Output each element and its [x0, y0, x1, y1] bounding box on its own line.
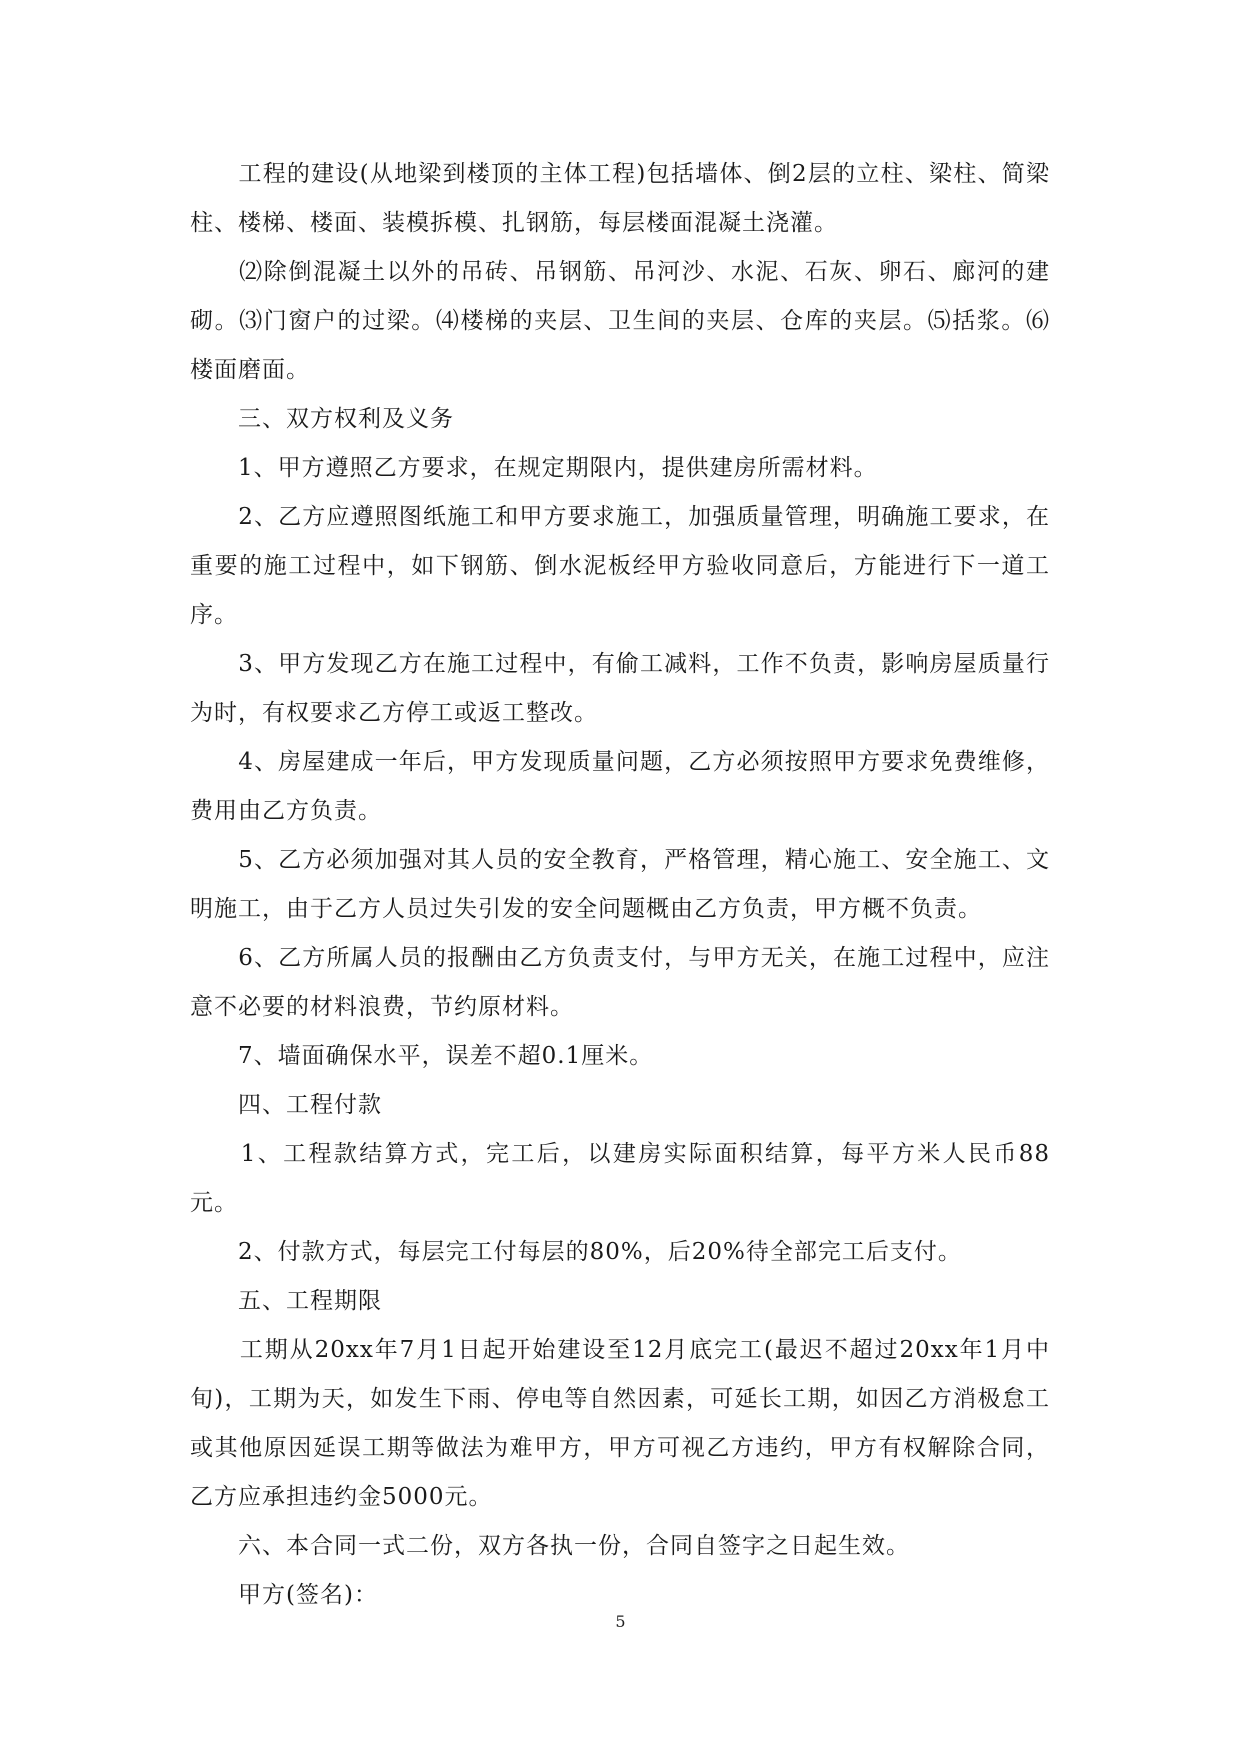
section-heading-rights-obligations: 三、双方权利及义务	[190, 406, 454, 432]
signature-line-party-a: 甲方(签名)：	[190, 1582, 378, 1608]
paragraph-work-items: ⑵除倒混凝土以外的吊砖、吊钢筋、吊河沙、水泥、石灰、卵石、廊河的建砌。⑶门窗户的过梁。⑷楼梯的夹层、卫生间的夹层、仓库的夹层。⑸括浆。⑹楼面磨面。	[190, 259, 1050, 383]
paragraph-construction-scope: 工程的建设(从地梁到楼顶的主体工程)包括墙体、倒2层的立柱、梁柱、简梁柱、楼梯、楼面、装模拆模、扎钢筋，每层楼面混凝土浇灌。	[190, 161, 1050, 236]
clause-3-2: 2、乙方应遵照图纸施工和甲方要求施工，加强质量管理，明确施工要求，在重要的施工过程中，如下钢筋、倒水泥板经甲方验收同意后，方能进行下一道工序。	[190, 504, 1050, 628]
clause-3-7: 7、墙面确保水平，误差不超0.1厘米。	[190, 1043, 654, 1069]
clause-3-3: 3、甲方发现乙方在施工过程中，有偷工减料，工作不负责，影响房屋质量行为时，有权要求乙方停工或返工整改。	[190, 651, 1050, 726]
clause-3-6: 6、乙方所属人员的报酬由乙方负责支付，与甲方无关，在施工过程中，应注意不必要的材料浪费，节约原材料。	[190, 945, 1050, 1020]
section-heading-payment: 四、工程付款	[190, 1092, 382, 1118]
clause-3-4: 4、房屋建成一年后，甲方发现质量问题，乙方必须按照甲方要求免费维修，费用由乙方负责。	[190, 749, 1050, 824]
contract-body	[190, 150, 1050, 1620]
page-number: 5	[615, 1612, 626, 1631]
section-heading-copies: 六、本合同一式二份，双方各执一份，合同自签字之日起生效。	[190, 1533, 910, 1559]
clause-3-1: 1、甲方遵照乙方要求，在规定期限内，提供建房所需材料。	[190, 455, 878, 481]
clause-4-2: 2、付款方式，每层完工付每层的80%，后20%待全部完工后支付。	[190, 1239, 962, 1265]
section-heading-schedule: 五、工程期限	[190, 1288, 382, 1314]
clause-4-1: 1、工程款结算方式，完工后，以建房实际面积结算，每平方米人民币88元。	[190, 1141, 1050, 1216]
clause-5-schedule: 工期从20xx年7月1日起开始建设至12月底完工(最迟不超过20xx年1月中旬)，工期为天，如发生下雨、停电等自然因素，可延长工期，如因乙方消极怠工或其他原因延误工期等做法为难甲方，甲方可视乙方违约，甲方有权解除合同，乙方应承担违约金5000元。	[190, 1337, 1050, 1510]
clause-3-5: 5、乙方必须加强对其人员的安全教育，严格管理，精心施工、安全施工、文明施工，由于乙方人员过失引发的安全问题概由乙方负责，甲方概不负责。	[190, 847, 1050, 922]
